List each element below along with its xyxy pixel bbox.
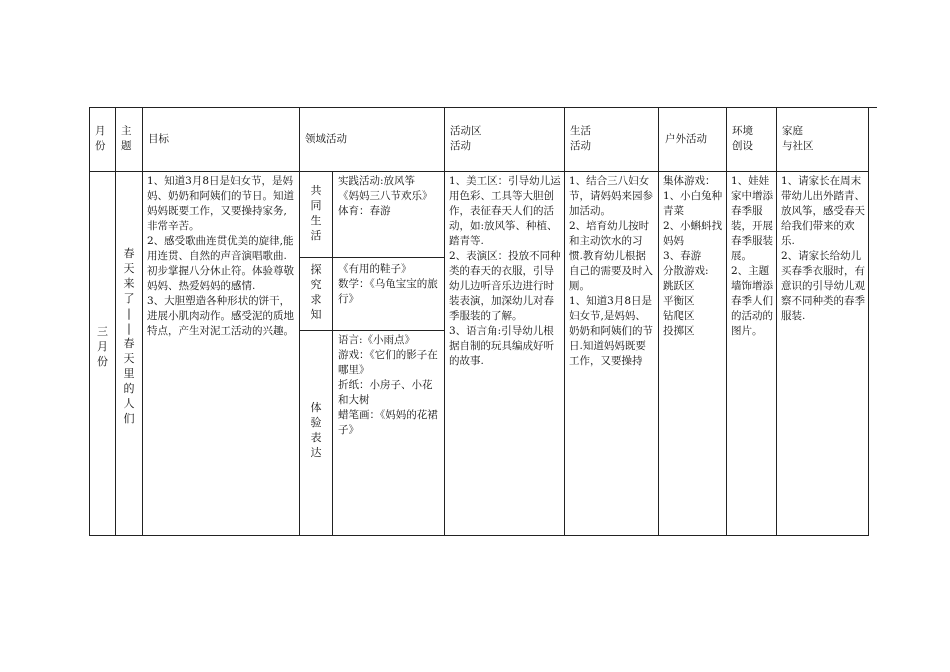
header-area: 活动区 活动 — [450, 125, 482, 152]
table-bottom-border — [89, 535, 868, 536]
theme-char: 的 — [123, 382, 135, 395]
theme-char: 了 — [123, 292, 135, 305]
col-border-9 — [868, 107, 869, 536]
theme-char: 里 — [123, 367, 135, 380]
header-env: 环境 创设 — [732, 125, 753, 152]
theme-label — [116, 246, 142, 426]
month-label — [90, 324, 115, 369]
col-border-6 — [658, 107, 659, 536]
header-life: 生活 活动 — [570, 125, 591, 152]
col-border-2 — [142, 107, 143, 536]
domain-content-express: 语言:《小雨点》 游戏：《它们的影子在哪里》 折纸：小房子、小花和大树 蜡笔画：《妈妈的花裙子》 — [338, 334, 438, 436]
domain-label-shared-life: 共 同 生 活 — [310, 184, 322, 242]
header-month: 月 份 — [95, 125, 106, 152]
header-bottom-border — [89, 171, 868, 172]
header-outdoor: 户外活动 — [665, 133, 707, 145]
month-char: 三 — [97, 325, 108, 338]
domain-content-shared-life: 实践活动:放风筝 《妈妈三八节欢乐》 体育：春游 — [338, 175, 433, 217]
theme-char: 来 — [123, 277, 135, 290]
domain-label-explore: 探 究 求 知 — [310, 263, 322, 321]
environment-text: 1、娃娃家中增添春季服装，开展春季服装展。 2、主题墙饰增添春季人们的活动的图片。 — [731, 175, 773, 337]
theme-char: 春 — [123, 337, 135, 350]
theme-char: 天 — [123, 262, 135, 275]
month-char: 月 — [97, 340, 108, 353]
header-domain: 领域活动 — [305, 133, 347, 145]
theme-char: | — [127, 307, 131, 320]
col-border-8 — [776, 107, 777, 536]
domain-divider-1 — [299, 257, 444, 258]
col-border-4 — [444, 107, 445, 536]
col-border-5 — [564, 107, 565, 536]
theme-char: 天 — [123, 352, 135, 365]
table-top-border — [89, 107, 877, 108]
life-activities-text: 1、结合三八妇女节，请妈妈来园参加活动。 2、培育幼儿按时和主动饮水的习惯.教育幼儿根据自己的需要及时入厕。 1、知道3月8日是妇女节,是妈妈、奶奶和阿姨们的节日.知道妈妈既要工作，又要操持 — [569, 175, 653, 367]
header-theme: 主 题 — [121, 125, 132, 152]
goals-text: 1、知道3月8日是妇女节，是妈妈、奶奶和阿姨们的节日。知道妈妈既要工作，又要操持家务,非常辛苦。 2、感受歌曲连贯优美的旋律,能用连贯、自然的声音演唱歌曲.初步掌握八分休止符。体验尊敬妈妈、热爱妈妈的感情. 3、大胆塑造各种形状的饼干，进展小肌肉动作。感受泥的质地特点，产生对泥工活动的兴趣。 — [147, 175, 294, 337]
col-border-0 — [89, 107, 90, 536]
area-activities-text: 1、美工区：引导幼儿运用色彩、工具等大胆创作，表征春天人们的活动，如:放风筝、种植、踏青等. 2、表演区：投放不同种类的春天的衣服，引导幼儿边听音乐边进行时装表演，加深幼儿对春季服装的了解。 3、语言角:引导幼儿根据自制的玩具编成好听的故事. — [449, 175, 561, 367]
col-border-3b — [332, 171, 333, 536]
header-family: 家庭 与社区 — [782, 125, 814, 152]
domain-divider-2 — [299, 330, 444, 331]
theme-char: 人 — [123, 397, 135, 410]
outdoor-activities-text: 集体游戏： 1、小白兔种青菜 2、小蝌蚪找妈妈 3、春游 分散游戏: 跳跃区 平衡区 钻爬区 投掷区 — [663, 175, 723, 337]
month-char: 份 — [97, 355, 108, 368]
theme-char: 们 — [123, 412, 135, 425]
family-community-text: 1、请家长在周末带幼儿出外踏青、放风筝，感受春天给我们带来的欢乐. 2、请家长给幼儿买春季衣服时，有意识的引导幼儿观察不同种类的春季服装. — [781, 175, 865, 322]
domain-label-express: 体 验 表 达 — [310, 401, 322, 459]
theme-char: | — [127, 322, 131, 335]
header-goal: 目标 — [148, 133, 169, 145]
domain-content-explore: 《有用的鞋子》 数学：《乌龟宝宝的旅行》 — [338, 263, 438, 305]
col-border-7 — [726, 107, 727, 536]
theme-char: 春 — [123, 247, 135, 260]
